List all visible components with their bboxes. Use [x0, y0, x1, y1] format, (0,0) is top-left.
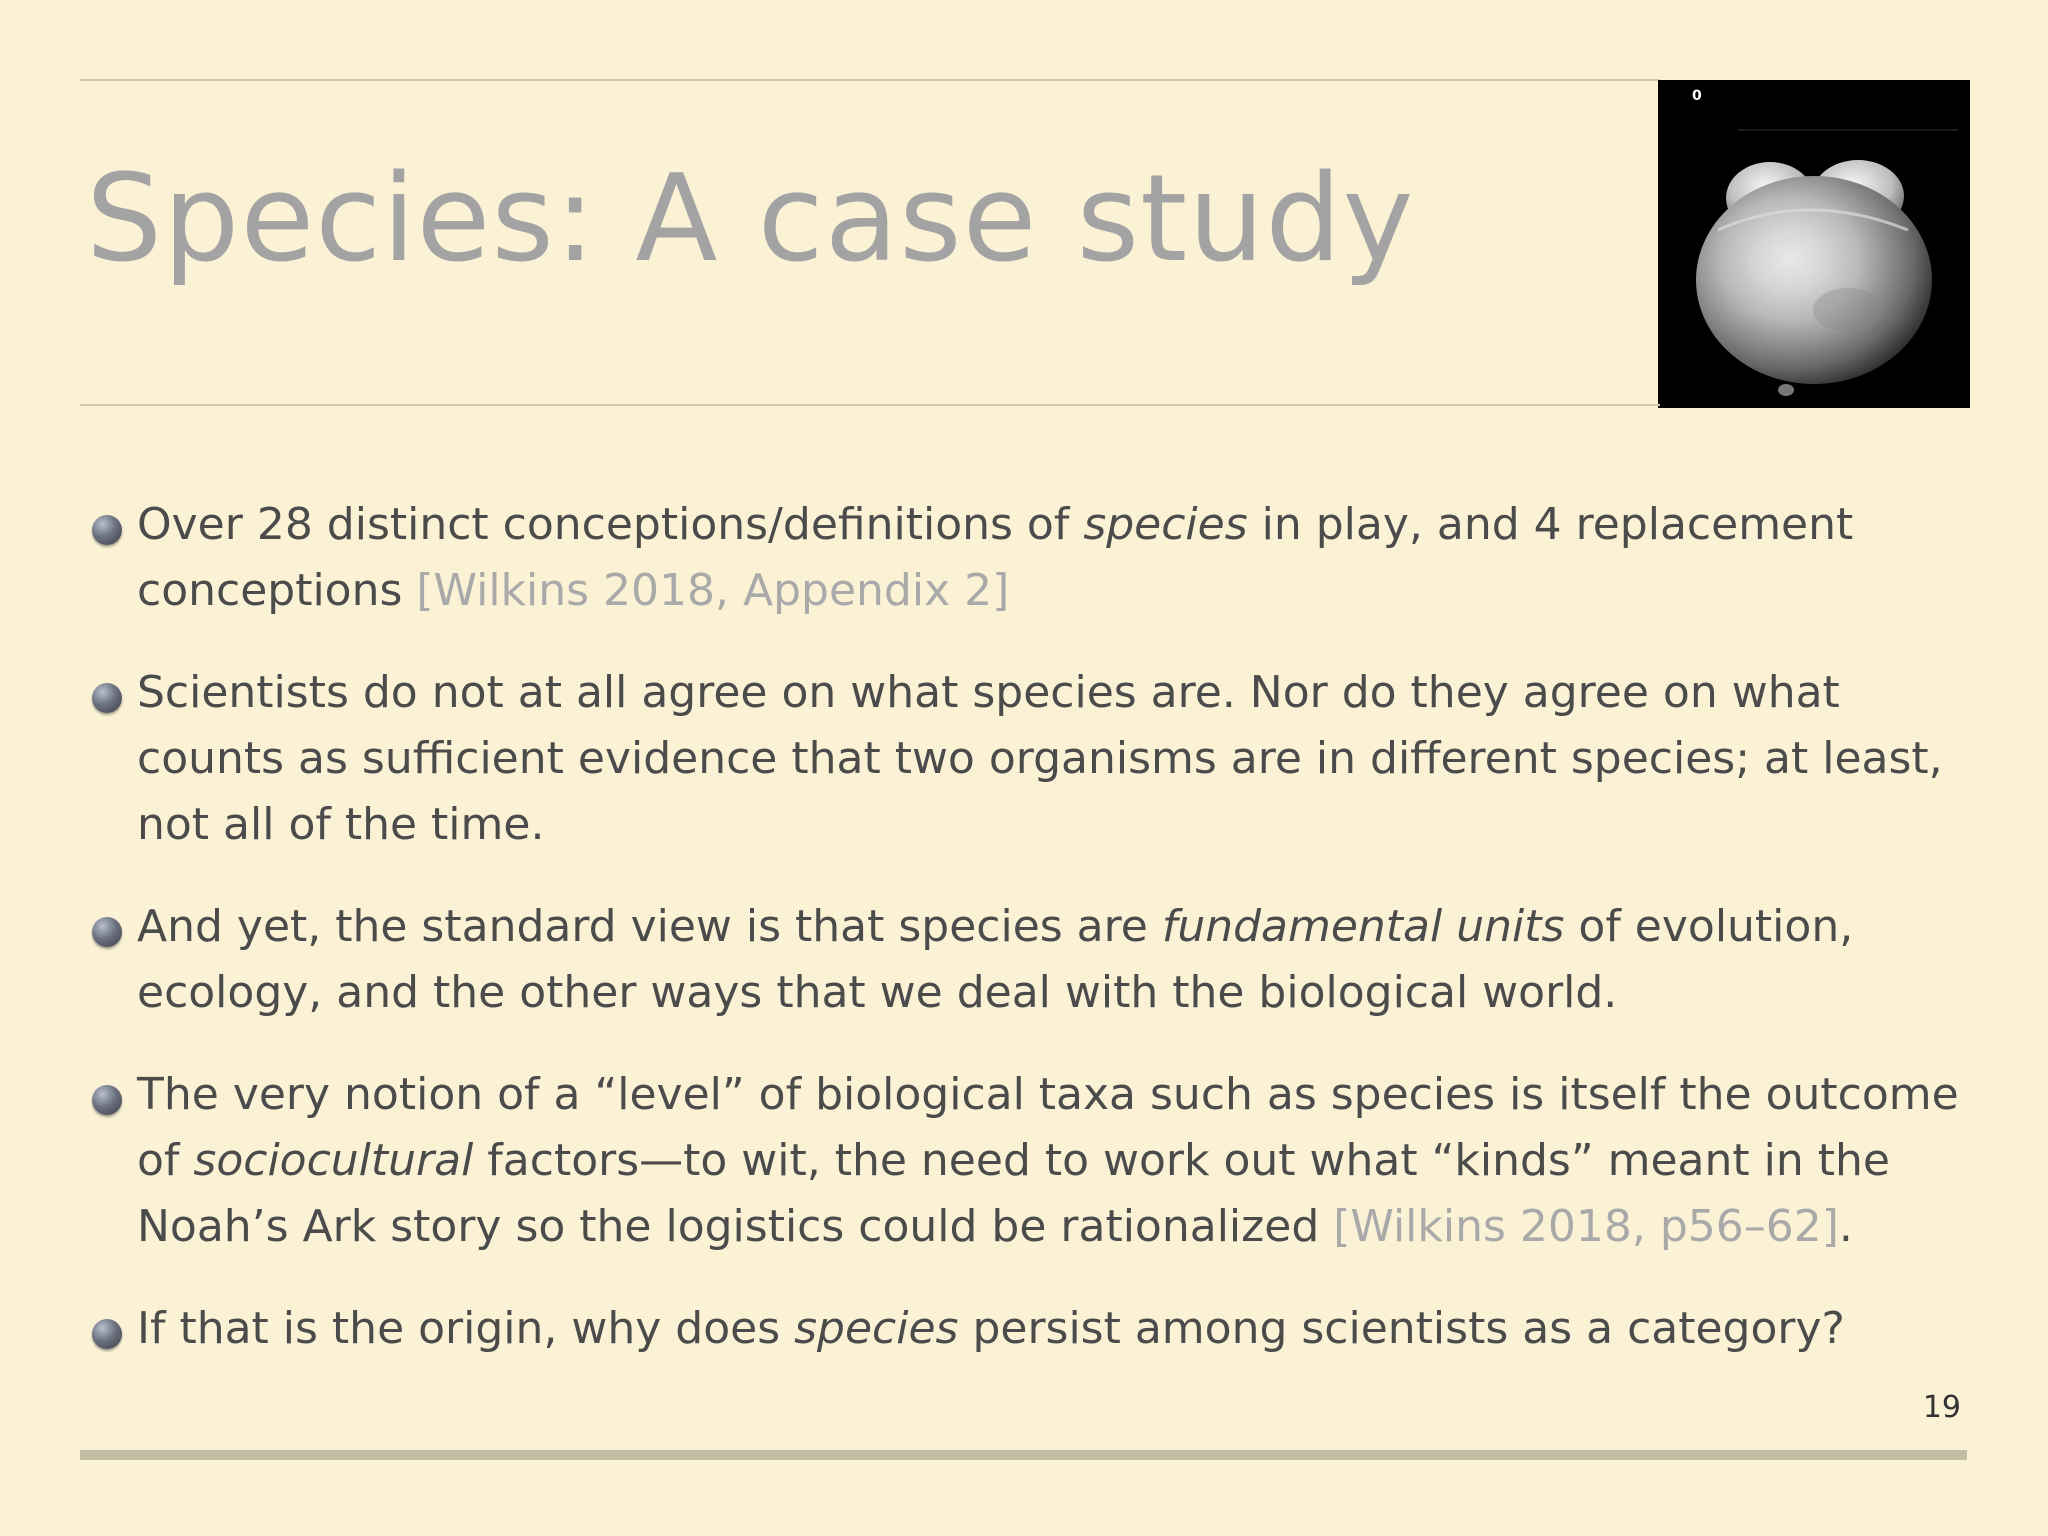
bullet-dot-icon: [92, 1085, 122, 1115]
bullet-item: The very notion of a “level” of biological taxa such as species is itself the outcome of sociocultural factors—to wit, the need to work out what “kinds” meant in the Noah’s Ark story so the logistics could be rationalized [Wilkins 2018, p56–62].: [92, 1062, 1972, 1260]
title-divider: [80, 404, 1660, 406]
bullet-item: Scientists do not at all agree on what species are. Nor do they agree on what counts as sufficient evidence that two organisms are in different species; at least, not all of the time.: [92, 660, 1972, 858]
slide-title: Species: A case study: [86, 150, 1415, 289]
citation: [Wilkins 2018, Appendix 2]: [416, 565, 1010, 616]
bullet-item: And yet, the standard view is that species are fundamental units of evolution, ecology, and the other ways that we deal with the biological world.: [92, 894, 1972, 1026]
bullet-dot-icon: [92, 683, 122, 713]
bullet-list: [92, 492, 1972, 1398]
bullet-item: If that is the origin, why does species persist among scientists as a category?: [92, 1296, 1972, 1362]
embryo-image: [1658, 80, 1970, 408]
citation: [Wilkins 2018, p56–62]: [1333, 1201, 1839, 1252]
bullet-item: Over 28 distinct conceptions/definitions of species in play, and 4 replacement conceptions [Wilkins 2018, Appendix 2]: [92, 492, 1972, 624]
embryo-photo: [1658, 80, 1970, 408]
footer-bar: [80, 1450, 1967, 1460]
page-number: 19: [1922, 1390, 1961, 1425]
bullet-dot-icon: [92, 515, 122, 545]
bullet-dot-icon: [92, 917, 122, 947]
top-divider: [80, 79, 1660, 81]
bullet-dot-icon: [92, 1319, 122, 1349]
photo-frame-label: 0: [1692, 88, 1702, 104]
